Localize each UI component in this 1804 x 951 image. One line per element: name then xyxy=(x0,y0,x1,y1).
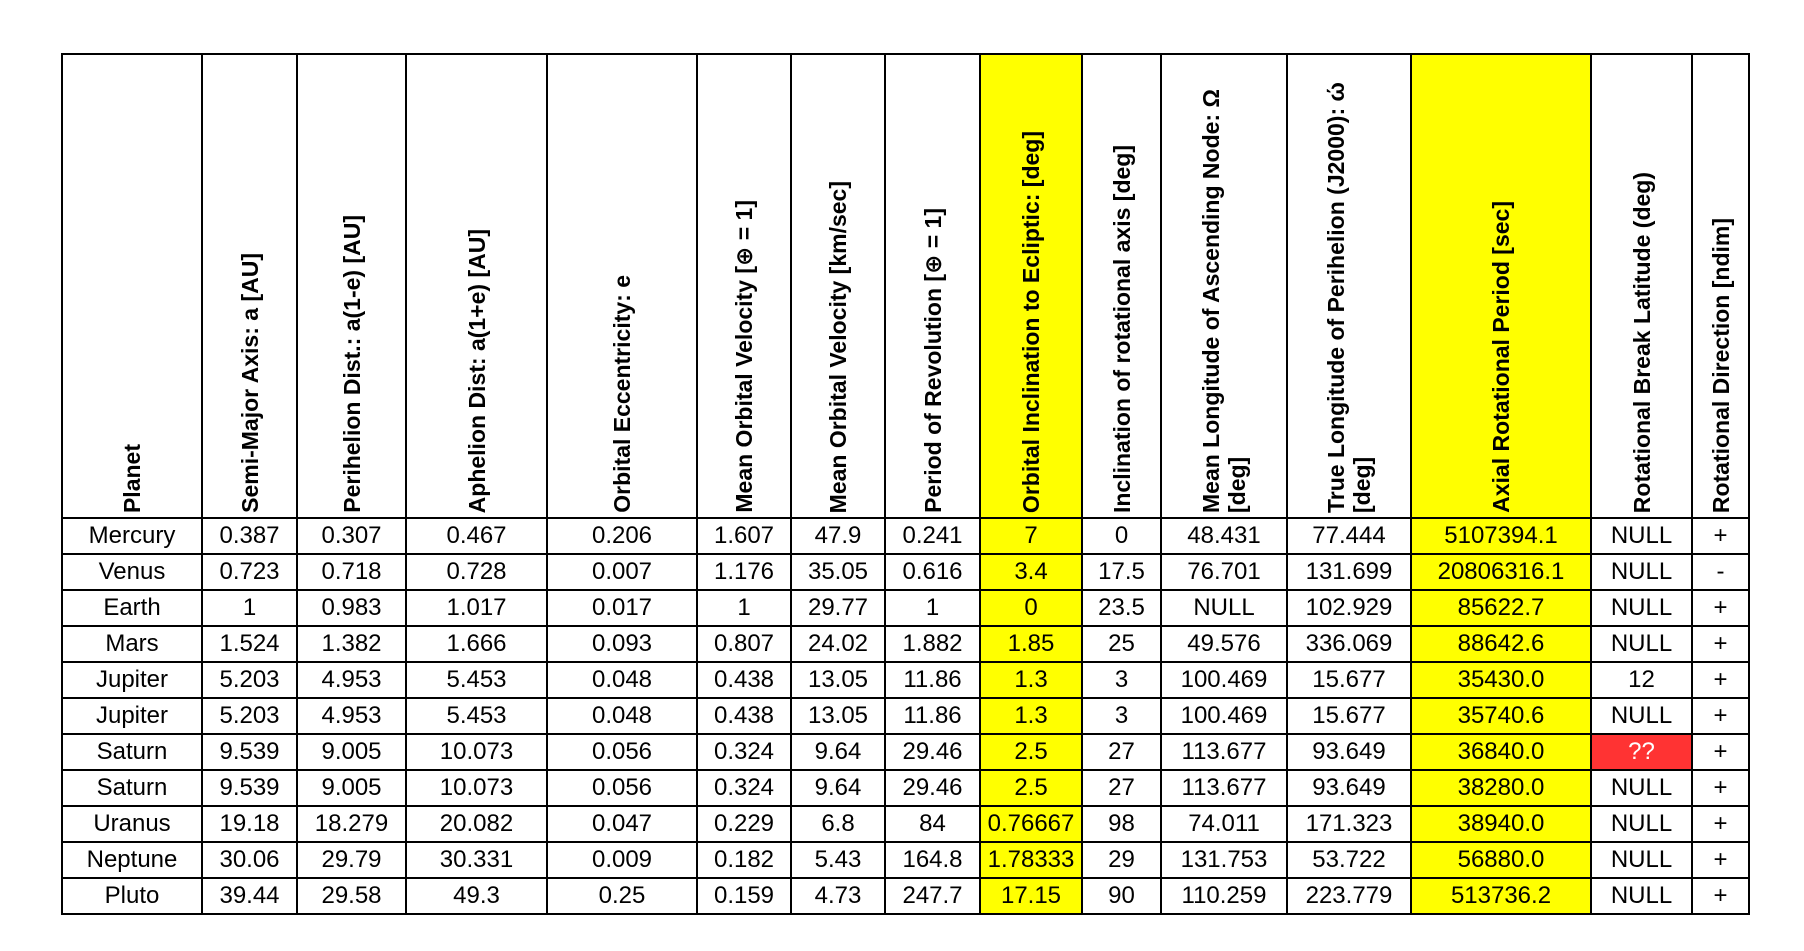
table-cell[interactable]: + xyxy=(1692,734,1749,770)
table-cell[interactable]: 15.677 xyxy=(1287,662,1411,698)
table-cell[interactable]: 113.677 xyxy=(1161,770,1287,806)
table-row xyxy=(62,590,1749,626)
column-header-label: Perihelion Dist.: a(1-e) [AU] xyxy=(338,215,365,513)
table-cell[interactable]: 1.176 xyxy=(697,554,791,590)
table-cell[interactable]: NULL xyxy=(1591,770,1692,806)
table-row xyxy=(62,518,1749,554)
table-cell[interactable]: 11.86 xyxy=(885,698,980,734)
table-cell[interactable]: 29.77 xyxy=(791,590,885,626)
table-cell[interactable]: 0.438 xyxy=(697,698,791,734)
table-cell[interactable]: 164.8 xyxy=(885,842,980,878)
table-cell[interactable]: 0.229 xyxy=(697,806,791,842)
table-cell[interactable]: - xyxy=(1692,554,1749,590)
table-cell[interactable]: 0.387 xyxy=(202,518,297,554)
table-cell[interactable]: 20806316.1 xyxy=(1411,554,1591,590)
table-cell[interactable]: 4.953 xyxy=(297,662,406,698)
table-cell[interactable]: + xyxy=(1692,518,1749,554)
table-cell[interactable]: NULL xyxy=(1591,554,1692,590)
table-cell[interactable]: NULL xyxy=(1591,878,1692,914)
table-cell[interactable]: + xyxy=(1692,842,1749,878)
table-cell[interactable]: 5.203 xyxy=(202,698,297,734)
table-cell[interactable]: NULL xyxy=(1591,806,1692,842)
column-header-7[interactable] xyxy=(885,54,980,518)
planet-name-cell[interactable]: Neptune xyxy=(62,842,202,878)
table-cell[interactable]: 5.453 xyxy=(406,662,547,698)
table-cell[interactable]: 0.056 xyxy=(547,770,697,806)
table-cell[interactable]: 1.78333 xyxy=(980,842,1082,878)
table-cell[interactable]: 0.009 xyxy=(547,842,697,878)
column-header-10[interactable] xyxy=(1161,54,1287,518)
table-cell[interactable]: + xyxy=(1692,806,1749,842)
table-cell[interactable]: 3 xyxy=(1082,698,1161,734)
column-header-2[interactable] xyxy=(297,54,406,518)
table-cell[interactable]: 1.85 xyxy=(980,626,1082,662)
table-cell[interactable]: 0.182 xyxy=(697,842,791,878)
table-cell[interactable]: 12 xyxy=(1591,662,1692,698)
table-cell[interactable]: 1.017 xyxy=(406,590,547,626)
table-cell[interactable]: 0 xyxy=(1082,518,1161,554)
column-header-8[interactable] xyxy=(980,54,1082,518)
table-cell[interactable]: 30.06 xyxy=(202,842,297,878)
table-cell[interactable]: 1.882 xyxy=(885,626,980,662)
table-cell[interactable]: 2.5 xyxy=(980,770,1082,806)
table-cell[interactable]: 9.539 xyxy=(202,734,297,770)
table-cell[interactable]: 35430.0 xyxy=(1411,662,1591,698)
table-row xyxy=(62,770,1749,806)
table-cell[interactable]: 0.048 xyxy=(547,662,697,698)
column-header-3[interactable] xyxy=(406,54,547,518)
table-row xyxy=(62,734,1749,770)
column-header-4[interactable] xyxy=(547,54,697,518)
table-cell[interactable]: 5.203 xyxy=(202,662,297,698)
table-cell[interactable]: 100.469 xyxy=(1161,662,1287,698)
column-header-label: Inclination of rotational axis [deg] xyxy=(1108,144,1135,513)
planet-name-cell[interactable]: Earth xyxy=(62,590,202,626)
planet-name-cell[interactable]: Mars xyxy=(62,626,202,662)
table-cell[interactable]: 6.8 xyxy=(791,806,885,842)
table-cell[interactable]: 84 xyxy=(885,806,980,842)
planet-name-cell[interactable]: Mercury xyxy=(62,518,202,554)
column-header-9[interactable] xyxy=(1082,54,1161,518)
table-cell[interactable]: + xyxy=(1692,590,1749,626)
table-cell[interactable]: 9.539 xyxy=(202,770,297,806)
table-cell[interactable]: 1.524 xyxy=(202,626,297,662)
table-cell[interactable]: 0.241 xyxy=(885,518,980,554)
table-cell[interactable]: 11.86 xyxy=(885,662,980,698)
table-cell[interactable]: 9.005 xyxy=(297,770,406,806)
table-cell[interactable]: 18.279 xyxy=(297,806,406,842)
table-cell[interactable]: 0.807 xyxy=(697,626,791,662)
planet-name-cell[interactable]: Jupiter xyxy=(62,662,202,698)
table-cell[interactable]: 1.3 xyxy=(980,662,1082,698)
table-cell[interactable]: NULL xyxy=(1591,590,1692,626)
table-cell[interactable]: 5.43 xyxy=(791,842,885,878)
table-cell[interactable]: 1.666 xyxy=(406,626,547,662)
table-cell[interactable]: 171.323 xyxy=(1287,806,1411,842)
table-cell[interactable]: 336.069 xyxy=(1287,626,1411,662)
table-cell[interactable]: 53.722 xyxy=(1287,842,1411,878)
table-cell[interactable]: 0.983 xyxy=(297,590,406,626)
table-row xyxy=(62,806,1749,842)
column-header-label: Period of Revolution [⊕ = 1] xyxy=(919,208,946,513)
table-cell[interactable]: NULL xyxy=(1591,842,1692,878)
header-row xyxy=(62,54,1749,518)
table-row xyxy=(62,626,1749,662)
table-cell[interactable]: 90 xyxy=(1082,878,1161,914)
table-cell[interactable]: 76.701 xyxy=(1161,554,1287,590)
table-cell[interactable]: 74.011 xyxy=(1161,806,1287,842)
table-header xyxy=(62,54,1749,518)
table-cell[interactable]: + xyxy=(1692,878,1749,914)
table-cell[interactable]: 0.324 xyxy=(697,734,791,770)
column-header-13[interactable] xyxy=(1591,54,1692,518)
table-cell[interactable]: 247.7 xyxy=(885,878,980,914)
column-header-label: Orbital Inclination to Ecliptic: [deg] xyxy=(1018,130,1044,513)
table-cell[interactable]: 10.073 xyxy=(406,734,547,770)
table-cell[interactable]: 23.5 xyxy=(1082,590,1161,626)
table-cell[interactable]: 20.082 xyxy=(406,806,547,842)
table-cell[interactable]: 29 xyxy=(1082,842,1161,878)
column-header-1[interactable] xyxy=(202,54,297,518)
table-cell[interactable]: 0.056 xyxy=(547,734,697,770)
column-header-6[interactable] xyxy=(791,54,885,518)
table-cell[interactable]: 1.3 xyxy=(980,698,1082,734)
table-cell[interactable]: 48.431 xyxy=(1161,518,1287,554)
table-cell[interactable]: 88642.6 xyxy=(1411,626,1591,662)
table-cell[interactable]: + xyxy=(1692,698,1749,734)
column-header-11[interactable] xyxy=(1287,54,1411,518)
table-cell[interactable]: 0.093 xyxy=(547,626,697,662)
table-cell[interactable]: 35.05 xyxy=(791,554,885,590)
column-header-label: Mean Orbital Velocity [km/sec] xyxy=(825,180,851,513)
table-cell[interactable]: NULL xyxy=(1591,626,1692,662)
planet-name-cell[interactable]: Uranus xyxy=(62,806,202,842)
table-cell[interactable]: 15.677 xyxy=(1287,698,1411,734)
planet-name-cell[interactable]: Saturn xyxy=(62,770,202,806)
table-cell[interactable]: 0.017 xyxy=(547,590,697,626)
table-cell[interactable]: 13.05 xyxy=(791,698,885,734)
table-cell[interactable]: 0.723 xyxy=(202,554,297,590)
table-cell[interactable]: + xyxy=(1692,662,1749,698)
table-cell[interactable]: 85622.7 xyxy=(1411,590,1591,626)
column-header-label: Axial Rotational Period [sec] xyxy=(1488,201,1514,513)
table-cell[interactable]: 29.58 xyxy=(297,878,406,914)
table-cell[interactable]: 5.453 xyxy=(406,698,547,734)
table-cell[interactable]: 17.5 xyxy=(1082,554,1161,590)
table-cell[interactable]: 0.159 xyxy=(697,878,791,914)
planet-data-table xyxy=(61,53,1750,915)
table-cell[interactable]: 0.048 xyxy=(547,698,697,734)
table-cell[interactable]: 223.779 xyxy=(1287,878,1411,914)
table-cell[interactable]: 30.331 xyxy=(406,842,547,878)
table-cell[interactable]: 25 xyxy=(1082,626,1161,662)
table-cell[interactable]: 131.753 xyxy=(1161,842,1287,878)
table-cell[interactable]: + xyxy=(1692,770,1749,806)
column-header-12[interactable] xyxy=(1411,54,1591,518)
column-header-5[interactable] xyxy=(697,54,791,518)
table-cell[interactable]: 0.438 xyxy=(697,662,791,698)
table-cell[interactable]: 0 xyxy=(980,590,1082,626)
column-header-label: Mean Orbital Velocity [⊕ = 1] xyxy=(731,200,757,513)
table-cell[interactable]: 29.79 xyxy=(297,842,406,878)
column-header-14[interactable] xyxy=(1692,54,1749,518)
table-cell[interactable]: 0.25 xyxy=(547,878,697,914)
table-cell[interactable]: 35740.6 xyxy=(1411,698,1591,734)
table-cell[interactable]: 110.259 xyxy=(1161,878,1287,914)
planet-name-cell[interactable]: Pluto xyxy=(62,878,202,914)
table-cell[interactable]: 1 xyxy=(885,590,980,626)
table-cell[interactable]: 98 xyxy=(1082,806,1161,842)
table-row xyxy=(62,662,1749,698)
table-row xyxy=(62,698,1749,734)
table-cell[interactable]: NULL xyxy=(1591,698,1692,734)
table-cell[interactable]: 10.073 xyxy=(406,770,547,806)
column-header-label: Rotational Direction [ndim] xyxy=(1707,217,1734,513)
table-cell[interactable]: 4.953 xyxy=(297,698,406,734)
table-cell[interactable]: 36840.0 xyxy=(1411,734,1591,770)
table-body xyxy=(62,518,1749,914)
table-cell[interactable]: 49.576 xyxy=(1161,626,1287,662)
table-cell[interactable]: 9.64 xyxy=(791,734,885,770)
table-cell[interactable]: 24.02 xyxy=(791,626,885,662)
column-header-0[interactable] xyxy=(62,54,202,518)
table-cell[interactable]: 0.307 xyxy=(297,518,406,554)
table-cell[interactable]: + xyxy=(1692,626,1749,662)
table-cell[interactable]: 5107394.1 xyxy=(1411,518,1591,554)
table-cell[interactable]: 1.607 xyxy=(697,518,791,554)
table-row xyxy=(62,842,1749,878)
table-cell[interactable]: 29.46 xyxy=(885,770,980,806)
table-cell[interactable]: 27 xyxy=(1082,770,1161,806)
table-cell[interactable]: 9.64 xyxy=(791,770,885,806)
column-header-label: Aphelion Dist: a(1+e) [AU] xyxy=(463,228,490,513)
column-header-label: Rotational Break Latitude (deg) xyxy=(1628,171,1655,513)
table-cell[interactable]: 3 xyxy=(1082,662,1161,698)
table-cell[interactable]: 0.76667 xyxy=(980,806,1082,842)
table-cell[interactable]: 17.15 xyxy=(980,878,1082,914)
column-header-label: True Longitude of Perihelion (J2000): ώ [deg] xyxy=(1323,82,1375,513)
column-header-label: Orbital Eccentricity: e xyxy=(609,275,635,513)
table-row xyxy=(62,554,1749,590)
table-cell[interactable]: 100.469 xyxy=(1161,698,1287,734)
table-cell[interactable]: 77.444 xyxy=(1287,518,1411,554)
table-cell[interactable]: 0.467 xyxy=(406,518,547,554)
table-cell[interactable]: 39.44 xyxy=(202,878,297,914)
table-cell[interactable]: 56880.0 xyxy=(1411,842,1591,878)
column-header-label: Semi-Major Axis: a [AU] xyxy=(236,253,263,513)
table-cell[interactable]: 1 xyxy=(202,590,297,626)
table-cell[interactable]: 13.05 xyxy=(791,662,885,698)
column-header-label: Planet xyxy=(119,443,145,513)
table-cell[interactable]: 93.649 xyxy=(1287,734,1411,770)
table-cell[interactable]: 38940.0 xyxy=(1411,806,1591,842)
table-cell[interactable]: 9.005 xyxy=(297,734,406,770)
table-cell[interactable]: 19.18 xyxy=(202,806,297,842)
table-cell[interactable]: NULL xyxy=(1161,590,1287,626)
table-cell[interactable]: 0.206 xyxy=(547,518,697,554)
table-cell[interactable]: 0.728 xyxy=(406,554,547,590)
table-cell[interactable]: 0.616 xyxy=(885,554,980,590)
table-cell[interactable]: 2.5 xyxy=(980,734,1082,770)
table-cell[interactable]: 131.699 xyxy=(1287,554,1411,590)
table-cell[interactable]: 29.46 xyxy=(885,734,980,770)
planet-name-cell[interactable]: Saturn xyxy=(62,734,202,770)
table-cell[interactable]: 513736.2 xyxy=(1411,878,1591,914)
table-cell[interactable]: 113.677 xyxy=(1161,734,1287,770)
table-cell[interactable]: 1.382 xyxy=(297,626,406,662)
table-cell[interactable]: 0.718 xyxy=(297,554,406,590)
table-row xyxy=(62,878,1749,914)
table-cell[interactable]: 0.007 xyxy=(547,554,697,590)
column-header-label: Mean Longitude of Ascending Node: Ω [deg] xyxy=(1198,89,1250,513)
table-cell[interactable]: 102.929 xyxy=(1287,590,1411,626)
table-cell[interactable]: 3.4 xyxy=(980,554,1082,590)
table-cell[interactable]: ?? xyxy=(1591,734,1692,770)
table-cell[interactable]: 4.73 xyxy=(791,878,885,914)
table-cell[interactable]: 49.3 xyxy=(406,878,547,914)
table-cell[interactable]: 7 xyxy=(980,518,1082,554)
table-cell[interactable]: 27 xyxy=(1082,734,1161,770)
table-cell[interactable]: 0.324 xyxy=(697,770,791,806)
table-cell[interactable]: 93.649 xyxy=(1287,770,1411,806)
planet-name-cell[interactable]: Venus xyxy=(62,554,202,590)
planet-name-cell[interactable]: Jupiter xyxy=(62,698,202,734)
table-cell[interactable]: 47.9 xyxy=(791,518,885,554)
table-cell[interactable]: 1 xyxy=(697,590,791,626)
table-cell[interactable]: 0.047 xyxy=(547,806,697,842)
table-cell[interactable]: 38280.0 xyxy=(1411,770,1591,806)
table-cell[interactable]: NULL xyxy=(1591,518,1692,554)
